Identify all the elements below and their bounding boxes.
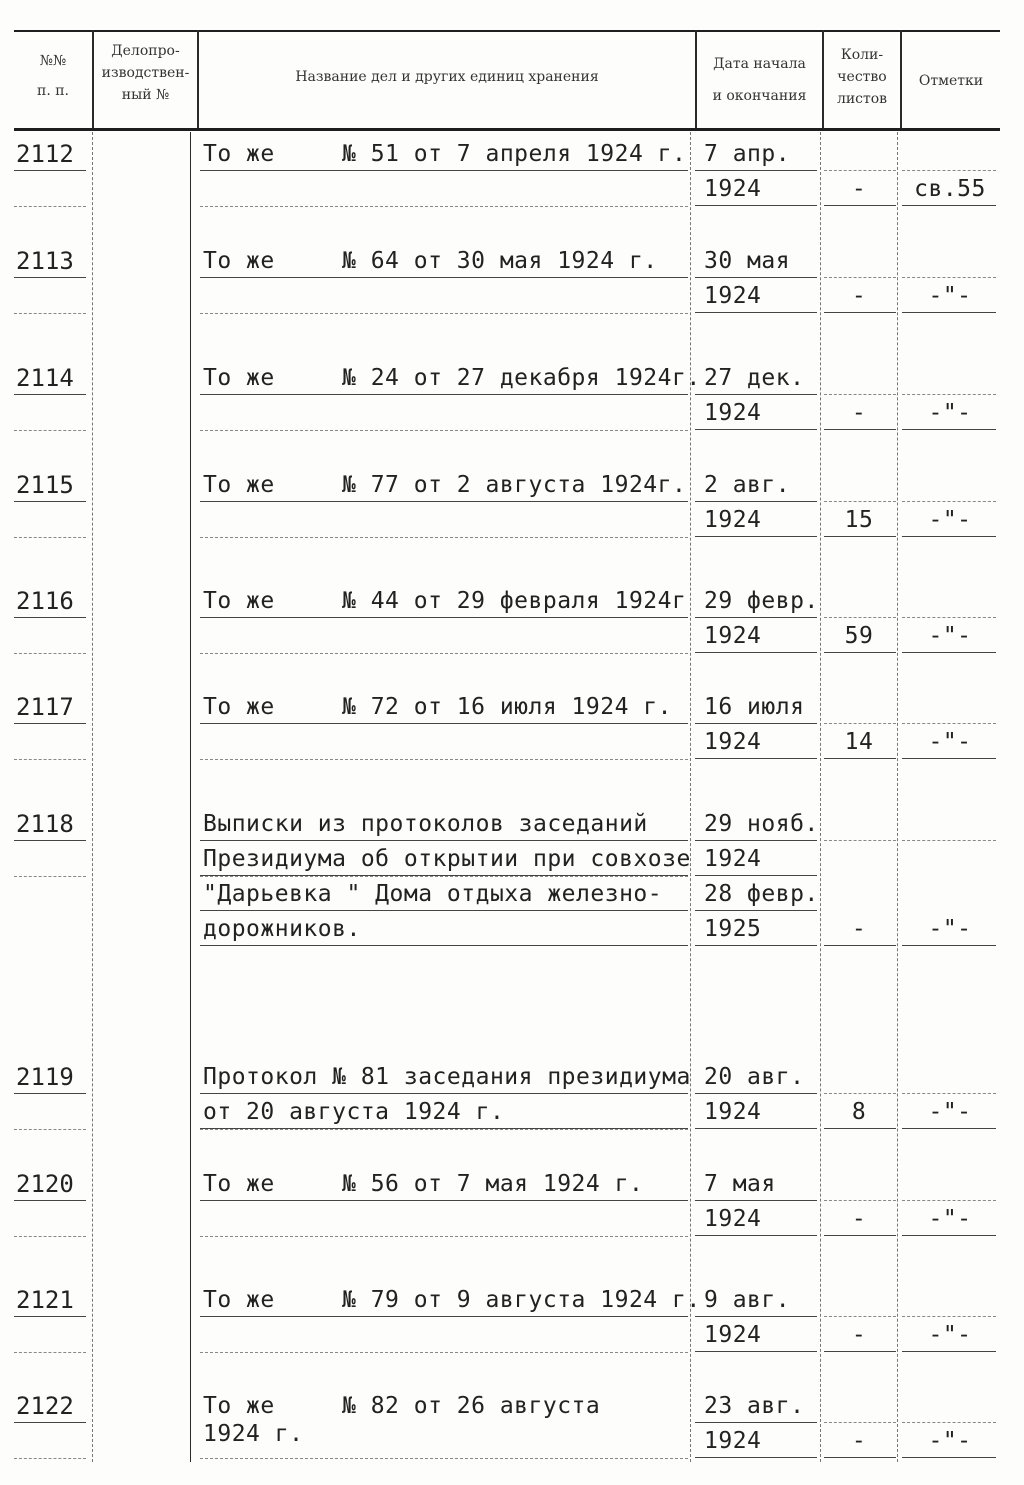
title-underline <box>200 840 688 841</box>
note-rule <box>902 840 996 841</box>
date-line: 1924 <box>704 729 762 755</box>
title-underline <box>200 1093 688 1094</box>
note-underline <box>902 1457 996 1458</box>
date-underline <box>695 910 817 911</box>
count-underline <box>824 652 896 653</box>
sheet-count: 59 <box>844 623 874 649</box>
row-rule <box>200 1129 688 1130</box>
date-line: 2 авг. <box>704 472 791 498</box>
column-divider <box>820 132 821 1462</box>
title-underline <box>200 277 688 278</box>
note-mark: -"- <box>928 507 972 533</box>
count-underline <box>824 1457 896 1458</box>
date-line: 29 февр. <box>704 588 819 614</box>
row-rule <box>200 1352 688 1353</box>
note-mark: -"- <box>928 623 972 649</box>
row-rule <box>200 1458 688 1459</box>
date-underline <box>695 277 817 278</box>
sheet-count: 15 <box>844 507 874 533</box>
sheet-count: - <box>851 176 867 202</box>
row-rule <box>200 537 688 538</box>
date-line: 9 авг. <box>704 1287 791 1313</box>
row-rule <box>14 537 86 538</box>
count-underline <box>824 312 896 313</box>
date-underline <box>695 536 817 537</box>
date-underline <box>695 652 817 653</box>
header-col-count: Коли- чество листов <box>836 47 888 107</box>
row-rule <box>14 1129 86 1130</box>
count-rule <box>824 840 896 841</box>
date-underline <box>695 875 817 876</box>
header-col-title: Название дел и других единиц хранения <box>295 69 599 85</box>
count-underline <box>824 1351 896 1352</box>
date-underline <box>695 205 817 206</box>
date-line: 1924 <box>704 283 762 309</box>
header-col-office: Делопро- изводствен- ный № <box>101 43 190 103</box>
date-underline <box>695 1235 817 1236</box>
date-underline <box>695 617 817 618</box>
item-number: 2112 <box>16 140 74 168</box>
row-rule <box>200 876 688 877</box>
title-same-as-above: То же <box>203 1393 275 1419</box>
date-line: 28 февр. <box>704 881 819 907</box>
date-line: 23 авг. <box>704 1393 805 1419</box>
count-rule <box>824 501 896 502</box>
item-number-underline <box>14 1200 86 1201</box>
row-rule <box>14 759 86 760</box>
item-number-underline <box>14 501 86 502</box>
title-line: Президиума об открытии при совхозе <box>203 846 691 872</box>
note-mark: -"- <box>928 400 972 426</box>
title-continuation: 1924 г. <box>203 1421 304 1447</box>
date-underline <box>695 723 817 724</box>
date-underline <box>695 1128 817 1129</box>
note-mark: -"- <box>928 283 972 309</box>
date-line: 29 нояб. <box>704 811 819 837</box>
title-line: дорожников. <box>203 916 361 942</box>
title-protocol-ref: № 77 от 2 августа 1924г. <box>342 472 687 498</box>
title-underline <box>200 170 688 171</box>
count-rule <box>824 1422 896 1423</box>
count-rule <box>824 1316 896 1317</box>
note-mark: -"- <box>928 1099 972 1125</box>
item-number-underline <box>14 1093 86 1094</box>
item-number-underline <box>14 723 86 724</box>
note-mark: -"- <box>928 916 972 942</box>
item-number-underline <box>14 277 86 278</box>
title-underline <box>200 394 688 395</box>
item-number-underline <box>14 1316 86 1317</box>
row-rule <box>200 759 688 760</box>
title-line: Выписки из протоколов заседаний <box>203 811 648 837</box>
item-number-underline <box>14 1422 86 1423</box>
note-rule <box>902 170 996 171</box>
title-same-as-above: То же <box>203 694 275 720</box>
count-rule <box>824 1093 896 1094</box>
date-line: 1924 <box>704 400 762 426</box>
date-underline <box>695 1200 817 1201</box>
count-rule <box>824 723 896 724</box>
item-number-underline <box>14 617 86 618</box>
date-underline <box>695 1422 817 1423</box>
title-protocol-ref: № 82 от 26 августа <box>342 1393 601 1419</box>
sheet-count: - <box>851 1428 867 1454</box>
date-underline <box>695 1351 817 1352</box>
date-line: 1924 <box>704 176 762 202</box>
note-underline <box>902 312 996 313</box>
date-underline <box>695 840 817 841</box>
row-rule <box>14 206 86 207</box>
date-line: 20 авг. <box>704 1064 805 1090</box>
item-number: 2113 <box>16 247 74 275</box>
date-underline <box>695 429 817 430</box>
count-underline <box>824 1128 896 1129</box>
title-line: от 20 августа 1924 г. <box>203 1099 505 1125</box>
title-protocol-ref: № 64 от 30 мая 1924 г. <box>342 248 658 274</box>
count-rule <box>824 277 896 278</box>
note-mark: -"- <box>928 1206 972 1232</box>
count-rule <box>824 170 896 171</box>
note-underline <box>902 945 996 946</box>
date-underline <box>695 945 817 946</box>
count-underline <box>824 205 896 206</box>
title-line: "Дарьевка " Дома отдыха железно- <box>203 881 663 907</box>
count-underline <box>824 429 896 430</box>
date-line: 7 апр. <box>704 141 791 167</box>
note-underline <box>902 652 996 653</box>
count-underline <box>824 536 896 537</box>
row-rule <box>14 430 86 431</box>
sheet-count: - <box>851 916 867 942</box>
date-line: 1924 <box>704 623 762 649</box>
count-underline <box>824 945 896 946</box>
title-protocol-ref: № 79 от 9 августа 1924 г. <box>342 1287 701 1313</box>
date-line: 1924 <box>704 507 762 533</box>
row-rule <box>200 653 688 654</box>
title-same-as-above: То же <box>203 472 275 498</box>
note-rule <box>902 617 996 618</box>
column-divider <box>92 132 93 1462</box>
header-col-dates: Дата начала и окончания <box>712 56 807 104</box>
note-rule <box>902 1093 996 1094</box>
item-number: 2121 <box>16 1286 74 1314</box>
item-number-underline <box>14 840 86 841</box>
note-rule <box>902 1200 996 1201</box>
row-rule <box>200 1236 688 1237</box>
row-rule <box>14 876 86 877</box>
note-rule <box>902 277 996 278</box>
header-col-notes: Отметки <box>918 73 984 89</box>
note-rule <box>902 723 996 724</box>
item-number-underline <box>14 170 86 171</box>
date-line: 1924 <box>704 1206 762 1232</box>
date-underline <box>695 1093 817 1094</box>
note-mark: -"- <box>928 1322 972 1348</box>
item-number: 2122 <box>16 1392 74 1420</box>
header-top-rule <box>14 30 1000 32</box>
date-line: 27 дек. <box>704 365 805 391</box>
sheet-count: - <box>851 1322 867 1348</box>
count-underline <box>824 758 896 759</box>
title-protocol-ref: № 72 от 16 июля 1924 г. <box>342 694 672 720</box>
item-number: 2117 <box>16 693 74 721</box>
title-underline <box>200 501 688 502</box>
row-rule <box>14 653 86 654</box>
sheet-count: - <box>851 1206 867 1232</box>
title-protocol-ref: № 51 от 7 апреля 1924 г. <box>342 141 687 167</box>
date-line: 1924 <box>704 1322 762 1348</box>
date-line: 1924 <box>704 1099 762 1125</box>
row-rule <box>14 313 86 314</box>
note-underline <box>902 758 996 759</box>
note-underline <box>902 429 996 430</box>
title-underline <box>200 910 688 911</box>
title-protocol-ref: № 56 от 7 мая 1924 г. <box>342 1171 644 1197</box>
title-underline <box>200 945 688 946</box>
title-line: Протокол № 81 заседания президиума <box>203 1064 691 1090</box>
date-underline <box>695 501 817 502</box>
note-underline <box>902 1128 996 1129</box>
row-rule <box>14 1236 86 1237</box>
item-number: 2118 <box>16 810 74 838</box>
item-number: 2116 <box>16 587 74 615</box>
title-protocol-ref: № 24 от 27 декабря 1924г. <box>342 365 701 391</box>
column-divider <box>690 132 691 1462</box>
note-underline <box>902 1235 996 1236</box>
note-underline <box>902 536 996 537</box>
title-same-as-above: То же <box>203 1171 275 1197</box>
date-underline <box>695 758 817 759</box>
note-mark: св.55 <box>914 176 986 202</box>
item-number: 2119 <box>16 1063 74 1091</box>
count-rule <box>824 394 896 395</box>
date-underline <box>695 1316 817 1317</box>
note-mark: -"- <box>928 729 972 755</box>
note-rule <box>902 1316 996 1317</box>
title-same-as-above: То же <box>203 365 275 391</box>
note-underline <box>902 1351 996 1352</box>
date-underline <box>695 312 817 313</box>
row-rule <box>200 313 688 314</box>
note-rule <box>902 394 996 395</box>
date-line: 1925 <box>704 916 762 942</box>
title-same-as-above: То же <box>203 588 275 614</box>
title-same-as-above: То же <box>203 248 275 274</box>
item-number: 2120 <box>16 1170 74 1198</box>
header-col-no: №№ п. п. <box>36 53 69 99</box>
note-rule <box>902 501 996 502</box>
count-rule <box>824 617 896 618</box>
column-divider <box>190 132 191 1462</box>
title-underline <box>200 723 688 724</box>
sheet-count: - <box>851 400 867 426</box>
title-protocol-ref: № 44 от 29 февраля 1924г <box>342 588 687 614</box>
item-number: 2115 <box>16 471 74 499</box>
date-underline <box>695 394 817 395</box>
item-number-underline <box>14 394 86 395</box>
title-same-as-above: То же <box>203 141 275 167</box>
title-underline <box>200 617 688 618</box>
count-underline <box>824 1235 896 1236</box>
date-underline <box>695 170 817 171</box>
sheet-count: 8 <box>851 1099 867 1125</box>
note-rule <box>902 1422 996 1423</box>
date-line: 1924 <box>704 1428 762 1454</box>
row-rule <box>200 206 688 207</box>
row-rule <box>14 1352 86 1353</box>
title-same-as-above: То же <box>203 1287 275 1313</box>
date-line: 7 мая <box>704 1171 776 1197</box>
header-bottom-rule <box>14 128 1000 131</box>
sheet-count: - <box>851 283 867 309</box>
row-rule <box>200 430 688 431</box>
title-underline <box>200 1316 688 1317</box>
date-line: 16 июля <box>704 694 805 720</box>
column-divider <box>897 132 898 1462</box>
row-rule <box>14 1458 86 1459</box>
title-underline <box>200 1200 688 1201</box>
item-number: 2114 <box>16 364 74 392</box>
sheet-count: 14 <box>844 729 874 755</box>
date-line: 30 мая <box>704 248 791 274</box>
note-mark: -"- <box>928 1428 972 1454</box>
date-underline <box>695 1457 817 1458</box>
count-rule <box>824 1200 896 1201</box>
note-underline <box>902 205 996 206</box>
date-line: 1924 <box>704 846 762 872</box>
